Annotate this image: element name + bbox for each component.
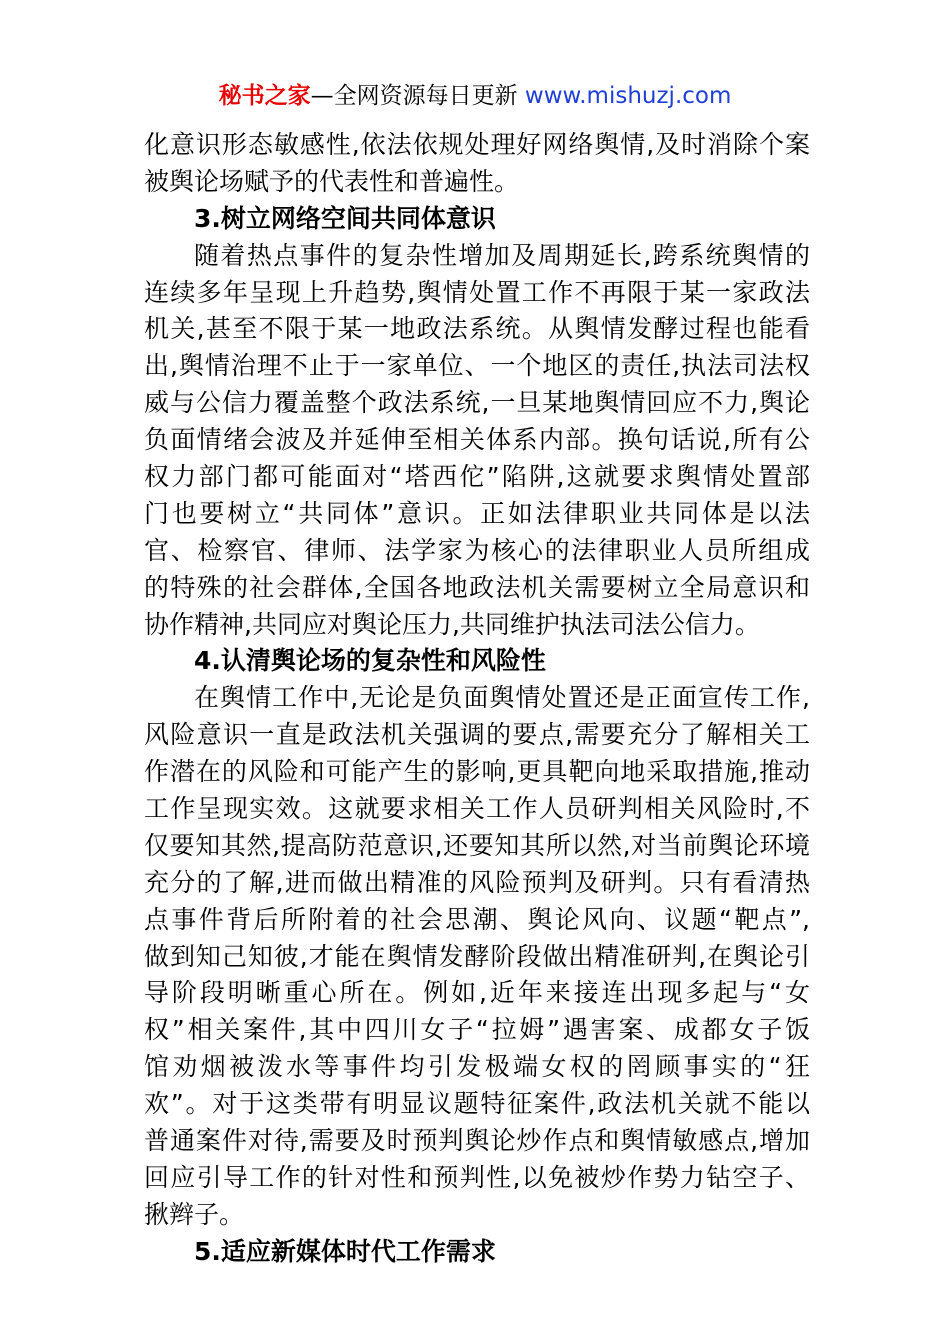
body-text-line: 连续多年呈现上升趋势,舆情处置工作不再限于某一家政法 [144, 277, 810, 307]
body-text-line: 揪辫子。 [144, 1199, 245, 1229]
site-url-link[interactable]: www.mishuzj.com [524, 83, 732, 109]
body-text-line: 负面情绪会波及并延伸至相关体系内部。换句话说,所有公 [144, 425, 810, 455]
body-text-line: 官、检察官、律师、法学家为核心的法律职业人员所组成 [144, 535, 810, 565]
section-heading: 4.认清舆论场的复杂性和风险性 [194, 646, 546, 676]
body-text-line: 馆劝烟被泼水等事件均引发极端女权的罔顾事实的“狂 [144, 1052, 810, 1082]
body-text-line: 权”相关案件,其中四川女子“拉姆”遇害案、成都女子饭 [144, 1015, 810, 1045]
body-text-line: 风险意识一直是政法机关强调的要点,需要充分了解相关工 [144, 720, 810, 750]
body-text-line: 做到知己知彼,才能在舆情发酵阶段做出精准研判,在舆论引 [144, 941, 810, 971]
body-text-line: 权力部门都可能面对“塔西佗”陷阱,这就要求舆情处置部 [144, 462, 810, 492]
document-body [144, 127, 810, 1271]
body-text-line: 导阶段明晰重心所在。例如,近年来接连出现多起与“女 [144, 978, 810, 1008]
site-banner [0, 80, 950, 112]
body-text-line: 的特殊的社会群体,全国各地政法机关需要树立全局意识和 [144, 572, 810, 602]
body-text-line: 仅要知其然,提高防范意识,还要知其所以然,对当前舆论环境 [144, 830, 810, 860]
body-text-line: 普通案件对待,需要及时预判舆论炒作点和舆情敏感点,增加 [144, 1126, 810, 1156]
body-text-line: 被舆论场赋予的代表性和普遍性。 [144, 166, 520, 196]
body-text-line: 化意识形态敏感性,依法依规处理好网络舆情,及时消除个案 [144, 130, 810, 159]
body-text-line: 工作呈现实效。这就要求相关工作人员研判相关风险时,不 [144, 794, 810, 824]
section-heading: 3.树立网络空间共同体意识 [194, 203, 496, 233]
body-text-line: 回应引导工作的针对性和预判性,以免被炒作势力钻空子、 [144, 1162, 810, 1192]
body-text-line: 威与公信力覆盖整个政法系统,一旦某地舆情回应不力,舆论 [144, 388, 810, 418]
body-text-line: 作潜在的风险和可能产生的影响,更具靶向地采取措施,推动 [144, 757, 810, 787]
paragraph-first-line: 随着热点事件的复杂性增加及周期延长,跨系统舆情的 [194, 240, 810, 270]
brand-name: 秘书之家 [218, 83, 311, 109]
body-text-line: 出,舆情治理不止于一家单位、一个地区的责任,执法司法权 [144, 351, 810, 381]
body-text-line: 充分的了解,进而做出精准的风险预判及研判。只有看清热 [144, 867, 810, 897]
body-text-line: 门也要树立“共同体”意识。正如法律职业共同体是以法 [144, 498, 810, 528]
section-heading: 5.适应新媒体时代工作需求 [194, 1236, 496, 1266]
body-text-line: 欢”。对于这类带有明显议题特征案件,政法机关就不能以 [144, 1089, 810, 1119]
body-text-line: 点事件背后所附着的社会思潮、舆论风向、议题“靶点”, [144, 904, 810, 934]
banner-tagline: —全网资源每日更新 [310, 83, 525, 109]
body-text-line: 协作精神,共同应对舆论压力,共同维护执法司法公信力。 [144, 609, 760, 639]
body-text-line: 机关,甚至不限于某一地政法系统。从舆情发酵过程也能看 [144, 314, 810, 344]
paragraph-first-line: 在舆情工作中,无论是负面舆情处置还是正面宣传工作, [194, 683, 810, 713]
